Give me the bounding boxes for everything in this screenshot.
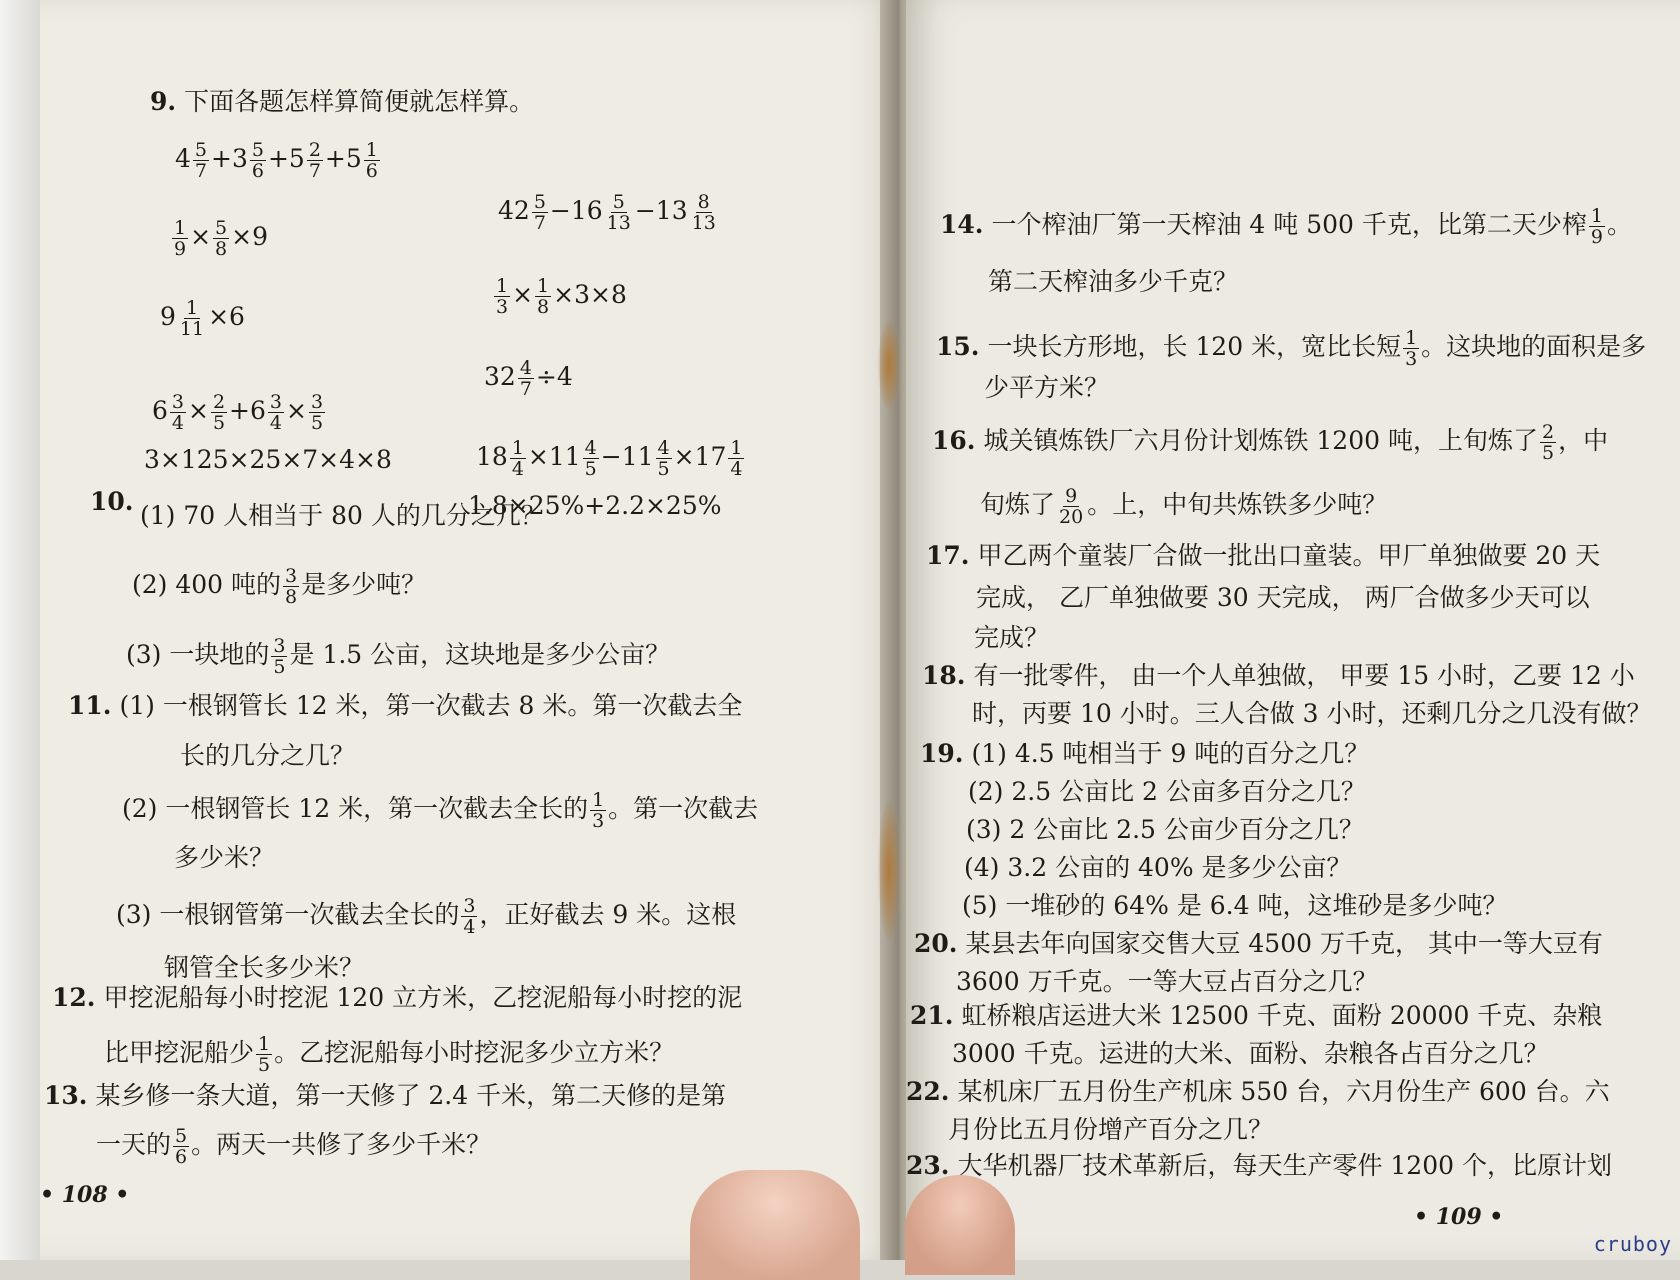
fraction [1589,206,1605,247]
denominator: 3 [496,296,509,318]
question-number: 21. [910,1001,954,1030]
expr-part: 9 [160,302,176,331]
numerator: 1 [365,139,378,161]
text: ，正好截去 9 米。这根 [479,900,737,929]
text: 。上，中旬共炼铁多少吨？ [1087,490,1388,519]
text: 某机床厂五月份生产机床 550 台，六月份生产 600 台。六 [957,1077,1610,1106]
denominator: 7 [519,378,532,400]
question-20-cont: 3600 万千克。一等大豆占百分之几？ [956,967,1378,996]
expr-part: +5 [267,144,305,173]
question-10-part-2 [132,566,426,607]
text: 比甲挖泥船少 [104,1038,255,1067]
denominator: 5 [657,458,670,480]
fraction [173,1126,189,1167]
question-16-cont [980,486,1387,527]
numerator: 3 [285,565,298,587]
expr-part: × [512,280,534,309]
numerator: 1 [1590,205,1603,227]
question-9-heading [150,86,534,118]
question-text: 下面各题怎样算简便就怎样算。 [184,87,535,116]
expr-part: ×11 [527,442,581,471]
expr-part: ×6 [208,302,245,331]
fraction [271,636,287,677]
expr-9d [152,392,327,433]
fraction [283,566,299,607]
expr-part: +3 [211,144,248,173]
expr-part: −11 [600,442,654,471]
expr-part: ×17 [673,442,727,471]
text: 。 [1606,210,1632,239]
denominator: 3 [592,810,605,832]
question-22 [906,1076,1610,1108]
text: 。两天一共修了多少千米？ [191,1130,492,1159]
fraction [518,358,534,399]
question-11-part-1-cont: 长的几分之几？ [180,741,356,770]
question-21-cont: 3000 千克。运进的大米、面粉、杂粮各占百分之几？ [952,1039,1549,1068]
denominator: 20 [1059,506,1084,528]
question-number: 9. [150,87,177,116]
fraction [213,218,229,259]
text: 虹桥粮店运进大米 12500 千克、面粉 20000 千克、杂粮 [961,1001,1603,1030]
numerator: 5 [533,191,546,213]
page-stain [878,800,900,940]
numerator: 5 [175,1125,188,1147]
watermark: cruboy [1593,1232,1672,1256]
question-21 [910,1000,1602,1032]
numerator: 9 [1065,485,1078,507]
numerator: 5 [251,139,264,161]
numerator: 2 [308,139,321,161]
denominator: 4 [730,458,743,480]
numerator: 3 [310,391,324,413]
question-15-cont: 少平方米？ [984,373,1110,402]
question-number: 15. [936,332,980,361]
fraction [307,140,323,181]
fraction [605,192,633,233]
question-19-part-1 [920,738,1369,770]
fraction [170,392,186,433]
question-number: 10. [90,487,134,516]
numerator: 4 [584,437,597,459]
numerator: 1 [730,437,743,459]
expr-9i [476,438,746,479]
text: 一块长方形地，长 120 米，宽比长短 [987,332,1402,361]
fraction [590,790,606,831]
numerator: 1 [258,1033,271,1055]
denominator: 9 [174,238,187,260]
fraction [309,392,325,433]
denominator: 4 [269,412,282,434]
question-number: 22. [906,1077,950,1106]
question-10-part-3 [126,636,670,677]
fraction [268,392,284,433]
thumb [690,1170,860,1280]
expr-9h [484,358,573,399]
denominator: 6 [175,1146,188,1168]
denominator: 5 [310,412,324,434]
fraction [461,896,477,937]
question-number: 12. [52,983,96,1012]
fraction [211,392,227,433]
text: 。乙挖泥船每小时挖泥多少立方米？ [274,1038,675,1067]
text: 。第一次截去 [608,794,759,823]
expr-9c [160,298,245,339]
numerator: 1 [592,789,605,811]
question-11-part-1 [68,690,742,722]
numerator: 3 [171,391,184,413]
denominator: 5 [273,656,286,678]
question-17-cont-1: 完成， 乙厂单独做要 30 天完成， 两厂合做多少天可以 [976,583,1590,612]
expr-part: +6 [229,396,266,425]
numerator: 1 [174,217,187,239]
denominator: 13 [606,212,631,234]
expr-9j: 1.8×25%+2.2×25% [468,491,722,520]
text: 某县去年向国家交售大豆 4500 万千克， 其中一等大豆有 [965,929,1603,958]
expr-part: +5 [324,144,362,173]
expr-part: 6 [152,396,168,425]
text: 是 1.5 公亩，这块地是多少公亩？ [289,640,671,669]
question-22-cont: 月份比五月份增产百分之几？ [948,1115,1274,1144]
question-10-number [90,486,134,518]
denominator: 4 [463,916,476,938]
numerator: 1 [185,297,199,319]
question-19-part-5: (5) 一堆砂的 64% 是 6.4 吨，这堆砂是多少吨？ [962,891,1508,920]
question-19-part-2: (2) 2.5 公亩比 2 公亩多百分之几？ [968,777,1366,806]
page-number-109: • 109 • [1414,1204,1504,1230]
numerator: 5 [215,217,228,239]
question-16 [932,422,1608,463]
question-18-cont: 时，丙要 10 小时。三人合做 3 小时，还剩几分之几没有做？ [972,699,1652,728]
expr-part: × [286,396,307,425]
fraction [193,140,209,181]
question-23 [906,1150,1612,1182]
text: 甲乙两个童装厂合做一批出口童装。甲厂单独做要 20 天 [977,541,1601,570]
denominator: 9 [1590,226,1603,248]
question-number: 14. [940,210,984,239]
text: 旬炼了 [980,490,1056,519]
question-18 [922,660,1635,692]
expr-part: 18 [476,442,508,471]
fraction [172,218,188,259]
question-10-part-1: (1) 70 人相当于 80 人的几分之几？ [140,501,546,530]
numerator: 3 [273,635,286,657]
text: (1) 4.5 吨相当于 9 吨的百分之几？ [971,739,1370,768]
expr-part: × [188,396,209,425]
fraction [1403,328,1419,369]
question-20 [914,928,1603,960]
numerator: 1 [511,437,524,459]
fraction [583,438,599,479]
expr-9a [175,140,382,181]
text: (2) 一根钢管长 12 米，第一次截去全长的 [122,794,589,823]
text: 。这块地的面积是多 [1421,332,1647,361]
text: (2) 400 吨的 [132,570,282,599]
page-number-108: • 108 • [40,1182,130,1208]
finger [905,1175,1015,1275]
fraction [494,276,510,317]
numerator: 5 [612,191,625,213]
denominator: 6 [251,160,264,182]
numerator: 4 [519,357,532,379]
text: 某乡修一条大道，第一天修了 2.4 千米，第二天修的是第 [95,1081,727,1110]
right-page [906,0,1680,1260]
denominator: 5 [584,458,597,480]
text: (3) 一块地的 [126,640,270,669]
question-19-part-3: (3) 2 公亩比 2.5 公亩少百分之几？ [966,815,1364,844]
question-19-part-4: (4) 3.2 公亩的 40% 是多少公亩？ [964,853,1352,882]
numerator: 2 [212,391,226,413]
question-number: 19. [920,739,964,768]
numerator: 8 [697,191,710,213]
question-17-cont-2: 完成？ [974,623,1050,652]
question-11-part-2-cont: 多少米？ [174,843,275,872]
numerator: 3 [269,391,282,413]
question-15 [936,328,1646,369]
numerator: 4 [657,437,670,459]
denominator: 8 [537,296,550,318]
book-edge [0,0,40,1260]
fraction [535,276,551,317]
denominator: 11 [179,318,205,340]
question-13-cont [96,1126,491,1167]
text: ，中 [1558,426,1609,455]
question-12-cont [104,1034,674,1075]
question-number: 20. [914,929,958,958]
question-17 [926,540,1600,572]
expr-part: ×3×8 [553,280,627,309]
expr-part: ÷4 [535,362,573,391]
denominator: 8 [285,586,298,608]
expr-part: 4 [175,144,191,173]
denominator: 7 [533,212,546,234]
text: (1) 一根钢管长 12 米，第一次截去 8 米。第一次截去全 [119,691,743,720]
fraction [728,438,744,479]
page-stain [878,320,900,410]
question-number: 17. [926,541,970,570]
expr-9e: 3×125×25×7×4×8 [144,445,392,474]
expr-9b [170,218,268,259]
question-number: 16. [932,426,976,455]
question-11-part-3 [116,896,736,937]
text: 甲挖泥船每小时挖泥 120 立方米，乙挖泥船每小时挖的泥 [103,983,743,1012]
left-page [40,0,902,1260]
denominator: 4 [171,412,184,434]
text: 城关镇炼铁厂六月份计划炼铁 1200 吨，上旬炼了 [983,426,1538,455]
denominator: 4 [511,458,524,480]
expr-9f [498,192,720,233]
question-14 [940,206,1632,247]
fraction [178,298,206,339]
question-number: 18. [922,661,966,690]
question-number: 13. [44,1081,88,1110]
expr-part: × [190,222,212,251]
expr-part: −13 [634,196,688,225]
denominator: 7 [308,160,321,182]
text: 是多少吨？ [301,570,427,599]
numerator: 1 [537,275,550,297]
denominator: 5 [1541,442,1555,464]
fraction [256,1034,272,1075]
expr-9g [492,276,627,317]
numerator: 5 [194,139,207,161]
expr-part: 42 [498,196,530,225]
denominator: 5 [258,1054,271,1076]
expr-part: ×9 [231,222,268,251]
numerator: 2 [1541,421,1555,443]
question-11-part-2 [122,790,758,831]
fraction [690,192,718,233]
question-number: 23. [906,1151,950,1180]
denominator: 6 [365,160,378,182]
fraction [364,140,380,181]
numerator: 1 [496,275,509,297]
fraction [532,192,548,233]
fraction [510,438,526,479]
text: (3) 一根钢管第一次截去全长的 [116,900,460,929]
text: 大华机器厂技术革新后，每天生产零件 1200 个，比原计划 [957,1151,1612,1180]
text: 有一批零件， 由一个人单独做， 甲要 15 小时，乙要 12 小 [973,661,1635,690]
question-13 [44,1080,726,1112]
question-number: 11. [68,691,112,720]
text: 一天的 [96,1130,172,1159]
denominator: 5 [212,412,226,434]
expr-part: 32 [484,362,516,391]
denominator: 13 [691,212,716,234]
question-14-cont: 第二天榨油多少千克？ [988,267,1239,296]
expr-part: −16 [549,196,603,225]
question-12 [52,982,742,1014]
fraction [1057,486,1085,527]
denominator: 3 [1405,348,1418,370]
numerator: 1 [1405,327,1418,349]
fraction [656,438,672,479]
denominator: 7 [194,160,207,182]
denominator: 8 [215,238,228,260]
fraction [1540,422,1556,463]
text: 一个榨油厂第一天榨油 4 吨 500 千克，比第二天少榨 [991,210,1587,239]
fraction [250,140,266,181]
numerator: 3 [463,895,476,917]
question-11-part-3-cont: 钢管全长多少米？ [164,953,365,982]
